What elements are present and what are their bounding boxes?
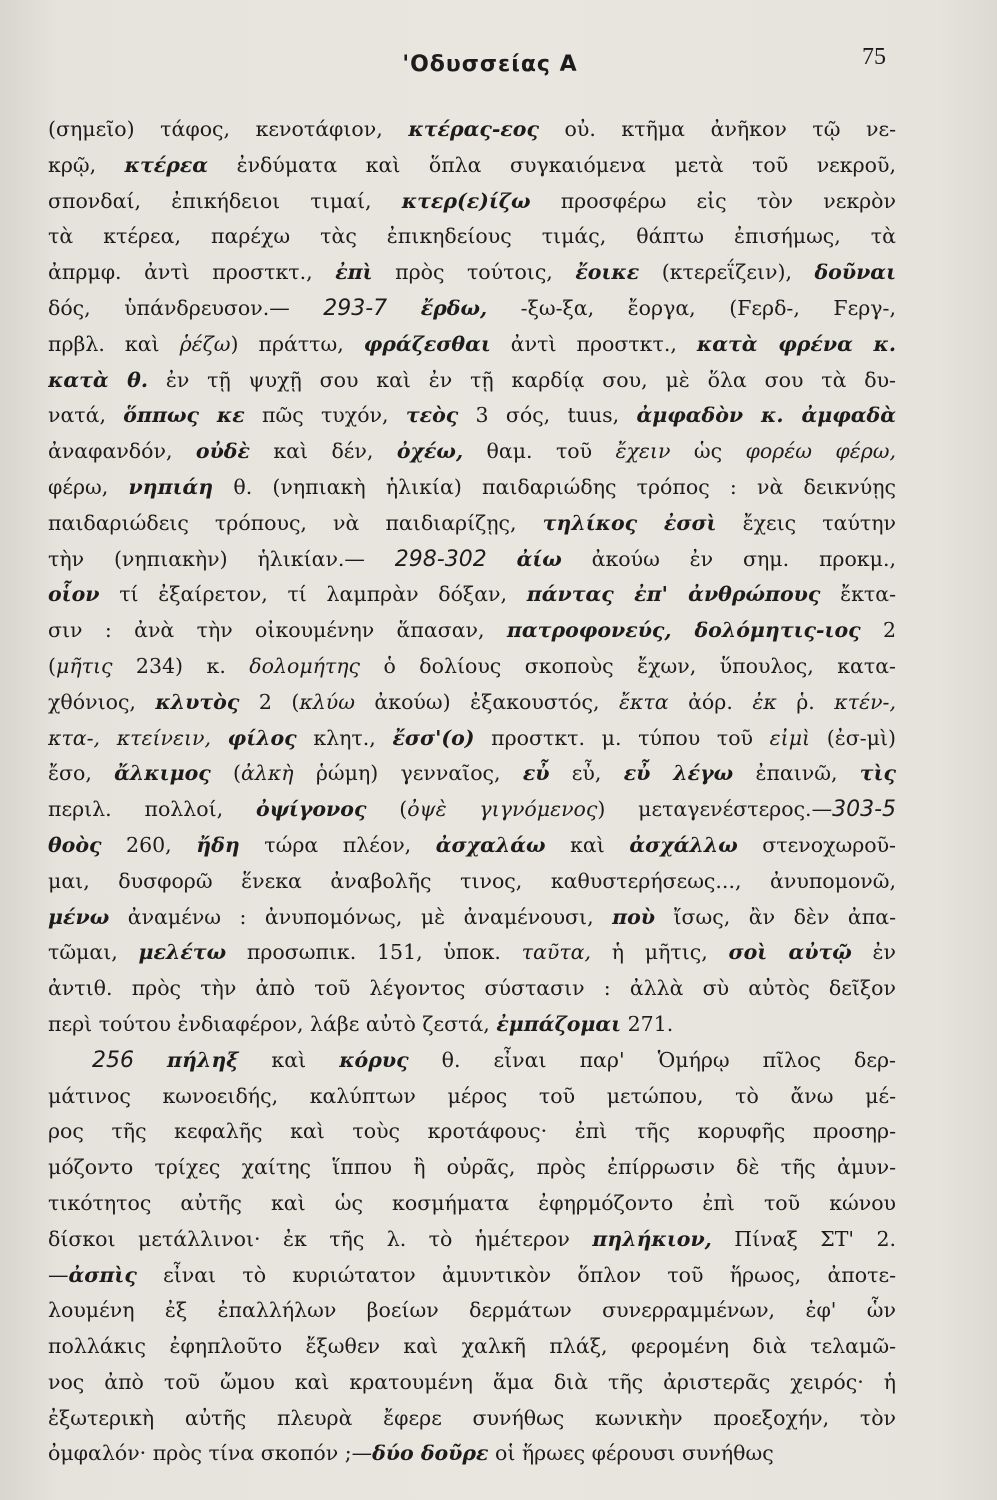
italic-text: ὀψὲ γιγνόμενος <box>407 797 598 822</box>
text-line <box>48 721 896 757</box>
text-segment: καὶ <box>545 832 630 857</box>
text-segment: ἐν τῇ ψυχῇ σου καὶ ἐν τῇ καρδίᾳ σου, μὲ ὅλα σου τὰ δυ- <box>147 367 896 392</box>
text-segment: ἀντὶ προστκτ., <box>490 331 697 356</box>
text-segment: (ἐσ-μὶ) <box>810 725 896 750</box>
text-segment: καὶ <box>238 1047 340 1072</box>
text-segment: περιλ. πολλοί, <box>48 797 256 822</box>
headword: φράζεσθαι <box>363 331 491 356</box>
text-segment: ( <box>366 797 408 822</box>
headword: ἀσχάλλω <box>629 832 738 857</box>
text-segment: ῥώμη) γενναῖος, <box>293 761 523 786</box>
headword: κτέρας-εος <box>408 117 539 141</box>
headword: πηλήκιον, <box>592 1226 712 1251</box>
italic-text: ἔκτα <box>618 689 669 714</box>
verse-reference: 256 <box>92 1047 134 1073</box>
italic-text: κλύω <box>299 689 355 714</box>
headword: μένω <box>48 904 110 929</box>
headword: ὀψίγονος <box>255 797 367 822</box>
text-line <box>48 756 896 792</box>
page-number: 75 <box>862 44 886 70</box>
text-line <box>48 542 896 578</box>
headword: ἔρδω, <box>420 295 488 320</box>
headword: φίλος <box>227 725 297 750</box>
text-segment: ἀναφανδόν, <box>48 439 196 464</box>
headword: ὅππως κε <box>123 403 245 428</box>
text-segment: ἀναμένω : ἀνυπομόνως, μὲ ἀναμένουσι, <box>109 904 613 929</box>
italic-text: ἀλκὴ <box>241 761 294 786</box>
text-segment: πρβλ. καὶ <box>48 331 180 356</box>
text-line <box>48 219 896 255</box>
headword: ἔοικε <box>575 260 640 285</box>
text-segment: 260, <box>101 832 197 857</box>
text-segment: παιδαριώδεις τρόπους, νὰ παιδιαρίζῃς, <box>48 510 543 535</box>
headword: τεὸς <box>405 403 459 428</box>
headword: δοῦναι <box>814 260 896 285</box>
headword: δύο δοῦρε <box>372 1441 489 1466</box>
text-segment: (σημεῖο) τάφος, κενοτάφιον, <box>48 117 409 141</box>
text-line <box>48 1329 896 1365</box>
headword: κόρυς <box>339 1047 409 1072</box>
headword: ἀσπὶς <box>68 1262 137 1287</box>
text-segment: μαι, δυσφορῶ ἕνεκα ἀναβολῆς τινος, καθυστερήσεως..., ἀνυπομονῶ, <box>48 868 896 893</box>
commentary-text <box>48 112 896 1472</box>
text-segment: (κτερεΐζειν), <box>639 260 815 285</box>
text-segment: ἐξωτερικὴ αὐτῆς πλευρὰ ἔφερε συνήθως κωνικὴν προεξοχήν, τὸν <box>48 1405 896 1430</box>
text-line <box>48 327 896 363</box>
text-segment <box>134 1048 167 1072</box>
text-line <box>48 506 896 542</box>
text-line <box>48 1007 896 1043</box>
text-line <box>48 1436 896 1472</box>
verse-reference: 298-302 <box>394 546 487 572</box>
text-segment: -ξω-ξα, ἔοργα, (Ϝερδ-, Ϝεργ-, <box>487 295 896 320</box>
text-segment: μόζοντο τρίχες χαίτης ἵππου ἢ οὐρᾶς, πρὸς ἐπίρρωσιν δὲ τῆς ἀμυν- <box>48 1155 896 1180</box>
text-line <box>48 935 896 971</box>
headword: ἐμπάζομαι <box>496 1011 622 1036</box>
text-segment: 3 σός, tuus, <box>458 403 637 428</box>
text-line <box>48 1043 896 1079</box>
text-line <box>48 792 896 828</box>
text-segment: στενοχωροῦ- <box>737 832 896 857</box>
headword: ἀσχαλάω <box>435 832 546 857</box>
headword: εὖ <box>522 761 550 786</box>
text-segment: οὐ. κτῆμα ἀνῆκον τῷ νε- <box>538 117 896 141</box>
headword: ἤδη <box>196 832 240 857</box>
text-segment: πολλάκις ἐφηπλοῦτο ἔξωθεν καὶ χαλκῆ πλάξ, φερομένη διὰ τελαμῶ- <box>48 1334 896 1359</box>
text-segment: καὶ δέν, <box>249 439 397 464</box>
italic-text: κτα-, κτείνειν, <box>48 725 228 750</box>
italic-text: κτέν-, <box>834 689 896 714</box>
text-segment: εἶναι τὸ κυριώτατον ἀμυντικὸν ὅπλον τοῦ ἥρωος, ἀποτε- <box>136 1262 896 1287</box>
headword: κατὰ φρένα κ. <box>696 331 896 356</box>
headword: σοὶ αὐτῷ <box>728 940 852 965</box>
text-segment: ἀόρ. <box>668 689 753 714</box>
text-line <box>48 184 896 220</box>
text-segment: ἔκτα- <box>820 582 896 607</box>
headword: θοὸς <box>48 832 102 857</box>
text-segment: ἀπρμφ. ἀντὶ προστκτ., <box>48 260 336 285</box>
verse-reference: 293-7 <box>323 295 388 321</box>
italic-text: μῆτις <box>56 653 113 678</box>
headword: ἀίω <box>516 546 562 571</box>
verse-reference: 303-5 <box>832 797 896 823</box>
text-line <box>48 577 896 613</box>
text-line <box>48 1365 896 1401</box>
italic-text: φορέω φέρω, <box>745 439 896 464</box>
text-segment: θ. (νηπιακὴ ἡλικία) παιδαριώδης τρόπος : νὰ δεικνύῃς <box>213 474 896 499</box>
text-line <box>48 291 896 327</box>
text-line <box>48 1079 896 1115</box>
text-segment: τῶμαι, <box>48 940 139 965</box>
text-segment <box>387 296 421 320</box>
text-line <box>48 398 896 434</box>
headword: ἀμφαδὸν κ. ἀμφαδὰ <box>636 403 896 428</box>
italic-text: ῥέζω <box>179 331 231 356</box>
headword: κτέρεα <box>124 152 209 177</box>
text-segment: εὖ, <box>549 761 624 786</box>
text-segment: ἐν <box>851 940 896 965</box>
headword: πατροφονεύς, δολόμητις-ιος <box>506 618 861 643</box>
headword: ἄλκιμος <box>114 761 211 786</box>
text-line <box>48 1150 896 1186</box>
text-segment: ) μεταγενέστερος.— <box>597 797 833 822</box>
text-line <box>48 1401 896 1437</box>
text-segment: νατά, <box>48 403 124 428</box>
text-line <box>48 864 896 900</box>
text-segment: ἀκούω ἐν σημ. προκμ., <box>561 546 896 571</box>
text-segment: πῶς τυχόν, <box>244 403 406 428</box>
text-segment: ἴσως, ἂν δὲν ἀπα- <box>655 904 896 929</box>
text-segment <box>487 547 517 571</box>
text-segment: κρῷ, <box>48 152 125 177</box>
text-segment: ὀμφαλόν· πρὸς τίνα σκοπόν ;— <box>48 1441 373 1466</box>
text-segment: νος ἀπὸ τοῦ ὤμου καὶ κρατουμένη ἅμα διὰ τῆς ἀριστερᾶς χειρός· ἡ <box>48 1369 896 1394</box>
text-segment: ( <box>210 761 242 786</box>
text-segment: τώρα πλέον, <box>239 832 436 857</box>
text-segment: 2 <box>860 618 896 643</box>
text-line <box>48 971 896 1007</box>
headword: νηπιάη <box>128 474 214 499</box>
text-segment: ἐνδύματα καὶ ὅπλα συγκαιόμενα μετὰ τοῦ νεκροῦ, <box>208 152 896 177</box>
headword: ποὺ <box>612 904 656 929</box>
headword: πάντας ἐπ' ἀνθρώπους <box>526 582 821 607</box>
headword: τηλίκος ἐσσὶ <box>542 510 717 535</box>
headword: ἔσσ'(ο) <box>392 725 475 750</box>
text-segment: προσωπικ. 151, ὑποκ. <box>226 940 522 965</box>
text-segment: ἡ μῆτις, <box>591 940 729 965</box>
text-line <box>48 1222 896 1258</box>
headword: εὖ λέγω <box>623 761 734 786</box>
text-segment: ὡς <box>670 439 746 464</box>
text-line <box>48 900 896 936</box>
text-segment: ἐπαινῶ, <box>733 761 860 786</box>
text-segment: τί ἐξαίρετον, τί λαμπρὰν δόξαν, <box>99 582 527 607</box>
headword: ἐπὶ <box>335 260 373 285</box>
text-line <box>48 434 896 470</box>
headword: κτερ(ε)ίζω <box>401 188 531 213</box>
headword: ὀχέω, <box>396 439 464 464</box>
text-segment: φέρω, <box>48 474 129 499</box>
headword: πήληξ <box>167 1047 239 1072</box>
running-head: 'Οδυσσείας Α <box>402 52 578 77</box>
text-line <box>48 255 896 291</box>
text-line <box>48 470 896 506</box>
headword: μελέτω <box>138 940 227 965</box>
text-segment: λουμένη ἐξ ἐπαλλήλων βοείων δερμάτων συνερραμμένων, ἐφ' ὧν <box>48 1298 896 1323</box>
text-segment: κλητ., <box>296 725 393 750</box>
text-line <box>48 685 896 721</box>
text-line <box>48 613 896 649</box>
text-segment: 234) κ. <box>112 653 250 678</box>
text-segment: πρὸς τούτοις, <box>372 260 576 285</box>
italic-text: ἐκ <box>752 689 777 714</box>
text-segment: δίσκοι μετάλλινοι· ἐκ τῆς λ. τὸ ἡμέτερον <box>48 1226 593 1251</box>
text-line <box>48 828 896 864</box>
italic-text: δολομήτης <box>249 653 361 678</box>
text-segment: προσφέρω εἰς τὸν νεκρὸν <box>530 188 896 213</box>
text-segment: μάτινος κωνοειδής, καλύπτων μέρος τοῦ μετώπου, τὸ ἄνω μέ- <box>48 1083 896 1108</box>
text-line <box>48 1186 896 1222</box>
text-segment: περὶ τούτου ἐνδιαφέρον, λάβε αὐτὸ ζεστά, <box>48 1011 497 1036</box>
italic-text: ταῦτα, <box>521 940 592 965</box>
text-line <box>48 148 896 184</box>
text-segment: ) πράττω, <box>230 331 364 356</box>
text-segment: ἔσο, <box>48 761 115 786</box>
text-line <box>48 649 896 685</box>
text-line <box>48 1293 896 1329</box>
text-segment: ἀντιθ. πρὸς τὴν ἀπὸ τοῦ λέγοντος σύστασιν : ἀλλὰ σὺ αὐτὸς δεῖξον <box>48 976 896 1001</box>
text-segment: δός, ὑπάνδρευσον.— <box>48 295 324 320</box>
text-segment: Πίναξ ΣΤ' 2. <box>711 1226 896 1251</box>
text-segment: θαμ. τοῦ <box>463 439 616 464</box>
italic-text: ἔχειν <box>615 439 671 464</box>
text-segment: σιν : ἀνὰ τὴν οἰκουμένην ἅπασαν, <box>48 618 507 643</box>
headword: τὶς <box>859 761 896 786</box>
headword: κλυτὸς <box>155 689 240 714</box>
text-line <box>48 1258 896 1294</box>
text-segment: 2 ( <box>239 689 300 714</box>
text-segment: προστκτ. μ. τύπου τοῦ <box>474 725 770 750</box>
text-line <box>48 363 896 399</box>
text-segment: — <box>48 1262 69 1287</box>
text-segment: τὴν (νηπιακὴν) ἡλικίαν.— <box>48 546 395 571</box>
text-segment: τὰ κτέρεα, παρέχω τὰς ἐπικηδείους τιμάς, θάπτω ἐπισήμως, τὰ <box>48 224 896 249</box>
text-segment: ὁ δολίους σκοποὺς ἔχων, ὕπουλος, κατα- <box>360 653 896 678</box>
text-segment: ἀκούω) ἐξακουστός, <box>354 689 619 714</box>
text-line <box>48 1114 896 1150</box>
text-segment: τικότητος αὐτῆς καὶ ὡς κοσμήματα ἐφηρμόζοντο ἐπὶ τοῦ κώνου <box>48 1190 896 1215</box>
text-segment: ῥ. <box>776 689 835 714</box>
text-segment: σπονδαί, ἐπικήδειοι τιμαί, <box>48 188 402 213</box>
text-segment: ( <box>48 653 56 678</box>
text-segment: ἔχεις ταύτην <box>716 510 896 535</box>
text-line <box>48 112 896 148</box>
headword: οἷον <box>48 582 100 607</box>
text-segment: ρος τῆς κεφαλῆς καὶ τοὺς κροτάφους· ἐπὶ τῆς κορυφῆς προσηρ- <box>48 1119 896 1144</box>
headword: οὐδὲ <box>195 439 250 464</box>
text-segment: χθόνιος, <box>48 689 156 714</box>
text-segment: θ. εἶναι παρ' Ὁμήρῳ πῖλος δερ- <box>408 1047 896 1072</box>
text-segment: 271. <box>621 1011 674 1036</box>
text-segment: οἱ ἥρωες φέρουσι συνήθως <box>488 1441 774 1466</box>
headword: κατὰ θ. <box>48 367 148 392</box>
italic-text: εἰμὶ <box>769 725 811 750</box>
